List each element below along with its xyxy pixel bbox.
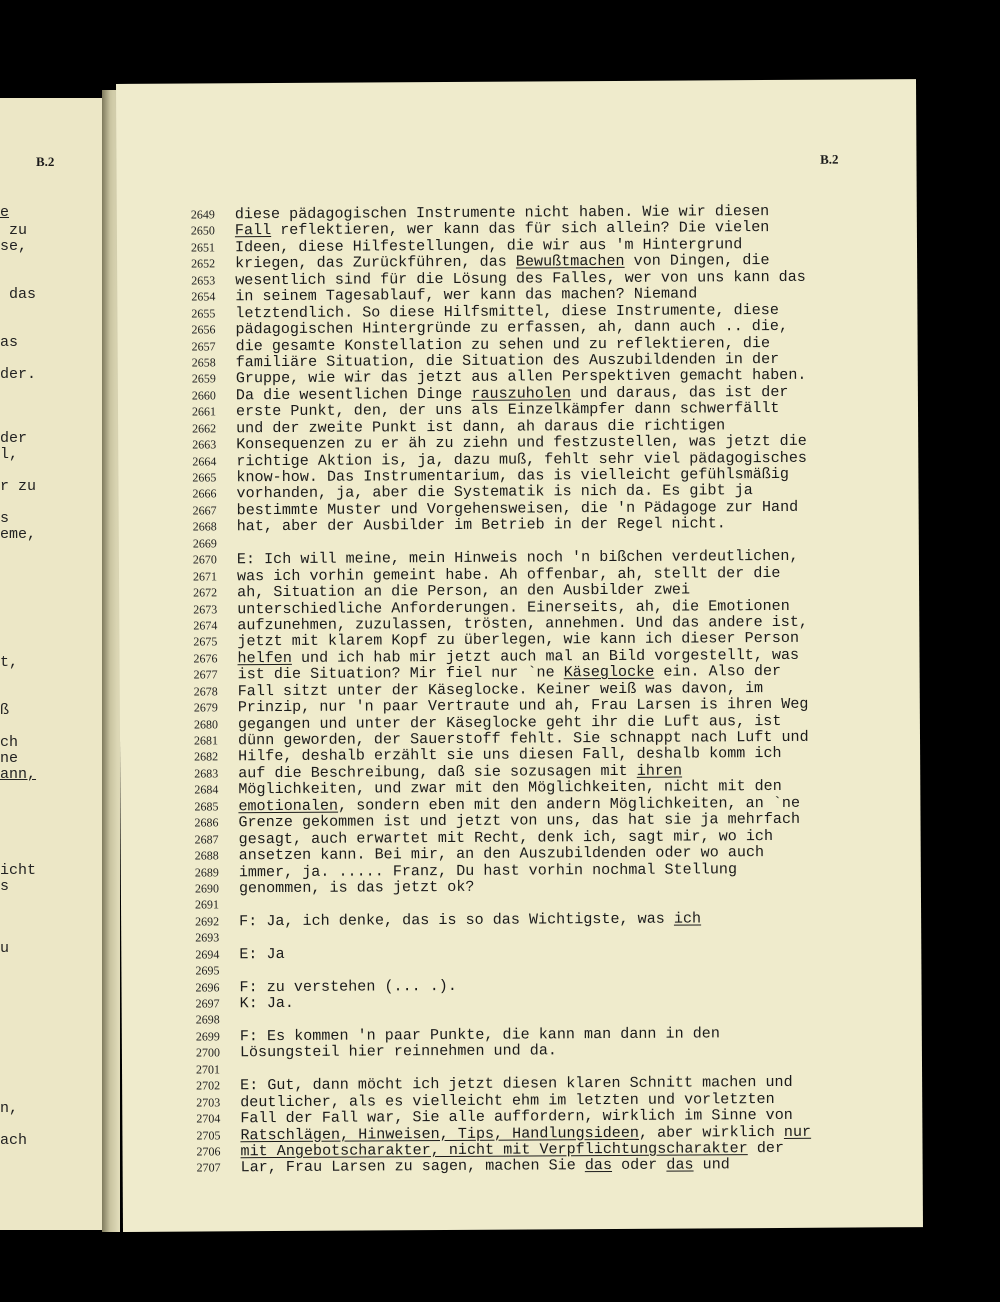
text-segment: , sondern eben mit den andern Möglichkeiten, an `ne — [337, 793, 801, 815]
text-segment: ah, Situation an die Person, an den Ausbilder zwei — [237, 580, 691, 602]
text-segment: erste Punkt, den, der uns als Einzelkämpfer dann schwerfällt — [235, 399, 780, 421]
line-number: 2693 — [195, 930, 220, 945]
right-page — [116, 79, 923, 1232]
left-fragment: das — [0, 286, 37, 303]
line-number: 2704 — [196, 1111, 221, 1126]
text-segment: hat, aber der Ausbilder im Betrieb in der Regel nicht. — [236, 514, 726, 536]
underlined-text: mit Angebotscharakter, nicht mit Verpflichtungscharakter — [240, 1139, 748, 1161]
text-segment: know-how. Das Instrumentarium, das is vielleicht gefühlsmäßig — [236, 464, 789, 487]
line-number: 2679 — [193, 700, 218, 715]
left-fragment: u — [0, 940, 10, 957]
text-segment: von Dingen, die — [624, 251, 770, 271]
line-number: 2684 — [194, 782, 219, 797]
text-segment: Lar, Frau Larsen zu sagen, machen Sie — [240, 1156, 585, 1177]
line-number: 2703 — [196, 1095, 221, 1110]
text-segment: wesentlich sind für die Lösung des Falles, wer von uns kann das — [235, 267, 806, 290]
underlined-text: helfen — [237, 648, 292, 668]
left-fragment: e — [0, 204, 10, 221]
line-number: 2701 — [195, 1062, 221, 1077]
line-number: 2699 — [195, 1029, 220, 1044]
line-number: 2656 — [191, 322, 216, 337]
line-number: 2687 — [194, 832, 219, 847]
line-number: 2666 — [192, 486, 217, 501]
text-segment: und daraus, das ist der — [570, 382, 789, 403]
line-number: 2696 — [195, 979, 220, 995]
left-fragment: icht — [0, 862, 37, 879]
text-segment: unterschiedliche Anforderungen. Einerseits, ah, die Emotionen — [237, 596, 790, 618]
text-segment: Grenze gekommen ist und jetzt von uns, das hat sie ja mehrfach — [238, 810, 801, 832]
underlined-text: nur — [783, 1122, 812, 1141]
line-number: 2698 — [195, 1012, 220, 1027]
underlined-text: emotionalen — [238, 796, 339, 816]
underlined-text: rauszuholen — [471, 384, 572, 403]
text-segment: Lösungsteil hier reinnehmen und da. — [239, 1041, 557, 1062]
left-fragment: n, — [0, 1100, 19, 1117]
text-segment: oder — [611, 1156, 667, 1175]
underlined-text: Ratschlägen, Hinweisen, Tips, Handlungsideen — [240, 1123, 640, 1144]
text-segment: diese pädagogischen Instrumente nicht haben. Wie wir diesen — [234, 202, 770, 224]
line-number: 2685 — [194, 799, 219, 814]
text-segment: letztendlich. So diese Hilfsmittel, diese Instrumente, diese — [235, 300, 779, 322]
underlined-text: Fall — [234, 221, 272, 240]
text-segment: bestimmte Muster und Vorgehensweisen, die 'n Pädagoge zur Hand — [236, 497, 799, 520]
line-number: 2674 — [193, 618, 218, 633]
left-fragment: s — [0, 878, 10, 895]
text-segment: und der zweite Punkt ist dann, ah daraus die richtigen — [236, 415, 726, 437]
left-fragment: r zu — [0, 478, 37, 495]
line-number: 2670 — [192, 552, 217, 567]
line-number: 2680 — [193, 716, 218, 732]
underlined-text: das — [584, 1156, 613, 1175]
line-number: 2662 — [192, 421, 217, 436]
underlined-text: Bewußtmachen — [515, 252, 625, 271]
line-number: 2650 — [190, 223, 215, 238]
left-fragment: der — [0, 430, 28, 447]
text-segment: Fall sitzt unter der Käseglocke. Keiner weiß was davon, im — [237, 678, 764, 700]
text-segment: jetzt mit klarem Kopf zu überlegen, wie kann ich dieser Person — [237, 629, 800, 651]
line-number: 2669 — [192, 536, 217, 551]
line-number: 2705 — [196, 1127, 221, 1143]
text-segment: Fall der Fall war, Sie alle auffordern, wirklich im Sinne von — [240, 1105, 793, 1128]
text-segment: immer, ja. ..... Franz, Du hast vorhin nochmal Stellung — [238, 859, 738, 881]
text-segment: Da die wesentlichen Dinge — [235, 384, 472, 405]
text-segment: F: Ja, ich denke, das is so das Wichtigste, was — [239, 909, 674, 931]
line-number: 2652 — [191, 256, 216, 271]
text-segment: gesagt, auch erwartet mit Recht, denk ich, sagt mir, wo ich — [238, 826, 774, 848]
text-segment: der — [747, 1138, 785, 1158]
text-segment: pädagogischen Hintergründe zu erfassen, ah, dann auch .. die, — [235, 316, 789, 339]
text-segment: Konsequenzen zu er äh zu ziehn und festzustellen, was jetzt die — [236, 431, 807, 454]
line-number: 2649 — [190, 207, 215, 222]
line-text — [241, 1156, 730, 1177]
text-segment: deutlicher, als es vielleicht ehm im letzten und vorletzten — [240, 1089, 775, 1111]
line-number: 2697 — [195, 996, 220, 1011]
line-number: 2653 — [191, 273, 216, 288]
text-segment: und ich hab mir jetzt auch mal an Bild vorgestellt, was — [291, 645, 800, 667]
line-number: 2671 — [192, 569, 218, 584]
text-segment: ist die Situation? Mir fiel nur `ne — [237, 663, 564, 684]
left-fragment: se, — [0, 238, 28, 255]
text-segment: ansetzen kann. Bei mir, an den Auszubildenden oder wo auch — [238, 843, 765, 865]
text-segment: Prinzip, nur 'n paar Vertraute und ah, Frau Larsen is ihren Weg — [237, 694, 809, 717]
text-segment: E: Gut, dann möcht ich jetzt diesen klaren Schnitt machen und — [240, 1073, 793, 1095]
line-number: 2688 — [194, 848, 219, 863]
text-segment: , aber wirklich — [638, 1122, 784, 1142]
line-number: 2657 — [191, 338, 216, 354]
line-number: 2664 — [192, 453, 217, 469]
left-fragment: as — [0, 334, 19, 351]
line-number: 2691 — [194, 897, 220, 912]
line-number: 2686 — [194, 815, 219, 830]
left-page-header: B.2 — [36, 154, 55, 169]
line-number: 2667 — [192, 503, 217, 518]
text-segment: K: Ja. — [239, 993, 295, 1013]
underlined-text: ich — [673, 909, 702, 928]
line-number: 2694 — [195, 947, 220, 962]
text-segment: gegangen und unter der Käseglocke geht ihr die Luft aus, ist — [237, 711, 782, 733]
line-number: 2655 — [191, 306, 216, 321]
line-number: 2673 — [193, 601, 218, 617]
left-page — [0, 98, 102, 1230]
line-number: 2668 — [192, 519, 217, 534]
text-segment: dünn geworden, der Sauerstoff fehlt. Sie schnappt nach Luft und — [237, 727, 809, 750]
line-number: 2675 — [193, 634, 218, 649]
line-number: 2654 — [191, 289, 216, 304]
left-fragment: t, — [0, 654, 19, 671]
line-number: 2677 — [193, 667, 218, 682]
text-segment: Ideen, diese Hilfestellungen, die wir aus 'm Hintergrund — [234, 235, 743, 257]
line-number: 2700 — [195, 1045, 220, 1060]
underlined-text: Käseglocke — [563, 662, 655, 682]
transcript-body — [117, 201, 903, 1176]
line-number: 2692 — [195, 914, 220, 929]
text-segment: vorhanden, ja, aber die Systematik is nich da. Es gibt ja — [236, 481, 753, 503]
line-number: 2683 — [194, 766, 219, 781]
text-segment: in seinem Tagesablauf, wer kann das machen? Niemand — [235, 284, 698, 306]
left-fragment: ß — [0, 702, 10, 719]
text-segment: familiäre Situation, die Situation des Auszubildenden in der — [235, 349, 780, 372]
line-number: 2681 — [193, 733, 219, 748]
line-number: 2672 — [193, 585, 218, 600]
line-number: 2702 — [196, 1078, 221, 1093]
left-fragment: s — [0, 510, 10, 527]
text-segment: genommen, is das jetzt ok? — [238, 877, 475, 898]
line-number: 2690 — [194, 881, 219, 896]
text-segment: reflektieren, wer kann das für sich allein? Die vielen — [271, 218, 770, 240]
text-segment: was ich vorhin gemeint habe. Ah offenbar, ah, stellt der die — [236, 563, 781, 585]
line-number: 2678 — [193, 684, 218, 699]
text-segment: F: Es kommen 'n paar Punkte, die kann man dann in den — [239, 1024, 720, 1046]
text-segment: auf die Beschreibung, daß sie sozusagen mit — [238, 761, 637, 783]
text-segment: F: zu verstehen (... .). — [239, 976, 457, 996]
text-segment: Hilfe, deshalb erzählt sie uns diesen Fall, deshalb komm ich — [238, 744, 782, 766]
line-number: 2651 — [190, 240, 216, 255]
left-fragment: zu — [0, 222, 28, 239]
left-fragment: l, — [0, 446, 19, 463]
line-number: 2689 — [194, 864, 219, 880]
line-number: 2682 — [194, 749, 219, 764]
line-number: 2707 — [196, 1160, 221, 1175]
text-segment: Möglichkeiten, und zwar mit den Möglichkeiten, nicht mit den — [238, 777, 782, 799]
underlined-text: ihren — [636, 761, 683, 780]
line-number: 2665 — [192, 470, 217, 485]
line-number: 2661 — [191, 404, 217, 419]
line-number: 2663 — [192, 437, 217, 452]
left-fragment: ne — [0, 750, 19, 767]
left-fragment: ach — [0, 1132, 28, 1149]
page-header: B.2 — [820, 151, 839, 167]
line-number: 2659 — [191, 371, 216, 386]
line-number: 2658 — [191, 355, 216, 370]
left-fragment: ch — [0, 734, 19, 751]
text-segment: E: Ja — [239, 944, 285, 963]
text-segment: aufzunehmen, zuzulassen, trösten, annehmen. Und das andere ist, — [237, 612, 808, 635]
text-segment: Gruppe, wie wir das jetzt aus allen Perspektiven gemacht haben. — [235, 366, 807, 388]
text-segment: E: Ich will meine, mein Hinweis noch 'n bißchen verdeutlichen, — [236, 547, 799, 569]
left-fragment: eme, — [0, 526, 37, 543]
line-number: 2706 — [196, 1144, 221, 1159]
transcript-line — [123, 1155, 903, 1176]
text-segment: richtige Aktion is, ja, dazu muß, fehlt sehr viel pädagogisches — [236, 448, 807, 470]
line-number: 2695 — [195, 963, 220, 978]
left-fragment: ann, — [0, 766, 37, 783]
text-segment: die gesamte Konstellation zu sehen und zu reflektieren, die — [235, 333, 771, 355]
left-fragment: der. — [0, 366, 37, 383]
underlined-text: das — [666, 1155, 694, 1175]
line-number: 2660 — [191, 388, 216, 403]
text-segment: und — [693, 1155, 730, 1174]
text-segment: kriegen, das Zurückführen, das — [235, 252, 516, 273]
text-segment: ein. Also der — [654, 662, 782, 681]
line-number: 2676 — [193, 651, 218, 666]
